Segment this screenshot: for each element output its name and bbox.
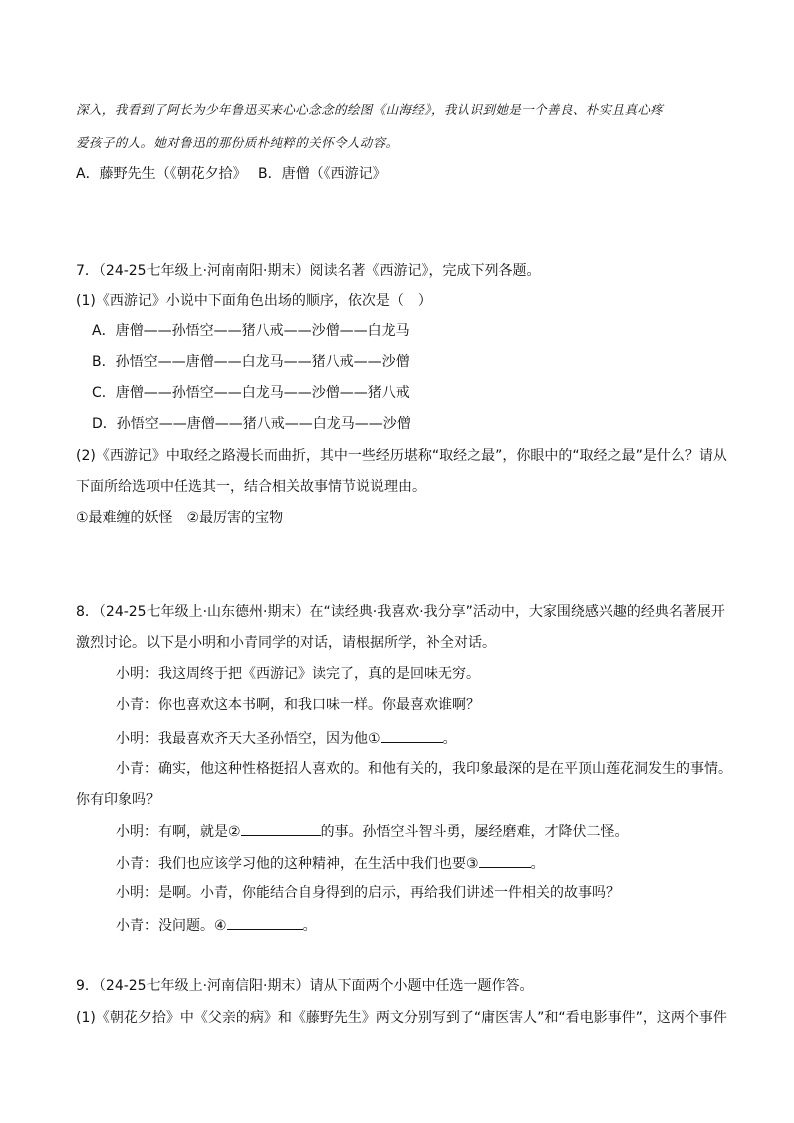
q7-choice-d: D．孙悟空——唐僧——猪八戒——白龙马——沙僧 [92,416,411,432]
dialogue-line-4-cont: 你有印象吗？ [76,792,160,808]
q7-choice-c: C．唐僧——孙悟空——白龙马——沙僧——猪八戒 [92,385,410,401]
dialogue-line-4: 小青：确实，他这种性格挺招人喜欢的。和他有关的，我印象最深的是在平顶山莲花洞发生的事情。 [116,761,732,777]
dialogue-line-6 [116,852,545,874]
dialogue-line-1: 小明：我这周终于把《西游记》读完了，真的是回味无穷。 [116,666,480,682]
q9-sub1: (1)《朝花夕拾》中《父亲的病》和《藤野先生》两文分别写到了“庸医害人”和“看电影事件”，这两个事件 [76,1010,727,1026]
q9-stem: 9．（24-25七年级上·河南信阳·期末）请从下面两个小题中任选一题作答。 [76,978,534,994]
dialogue-line-7: 小明：是啊。小青，你能结合自身得到的启示，再给我们讲述一件相关的故事吗？ [116,885,620,901]
q8-stem-line-2: 激烈讨论。以下是小明和小青同学的对话，请根据所学，补全对话。 [76,635,496,651]
q7-sub2-options: ①最难缠的妖怪 ②最厉害的宝物 [76,510,284,526]
answer-blank-1[interactable] [381,727,443,743]
dialogue-line-5 [116,820,629,842]
q7-choice-b: B．孙悟空——唐僧——白龙马——猪八戒——沙僧 [92,354,410,370]
passage-line-1: 深入，我看到了阿长为少年鲁迅买来心心念念的绘图《山海经》，我认识到她是一个善良、朴实且真心疼 [76,102,664,117]
answer-options: A．藤野先生（《朝花夕拾》 B．唐僧（《西游记》 [76,166,387,182]
dialogue-line-3-text: 小明：我最喜欢齐天大圣孙悟空，因为他① [116,731,381,747]
q7-sub2-line-1: (2)《西游记》中取经之路漫长而曲折，其中一些经历堪称“取经之最”，你眼中的“取经之最”是什么？请从 [76,448,727,464]
dialogue-line-8-end: 。 [302,918,317,934]
dialogue-line-3 [116,727,457,749]
q7-sub2-line-2: 下面所给选项中任选其一，结合相关故事情节说说理由。 [76,479,426,495]
dialogue-line-8-text: 小青：没问题。④ [116,918,227,934]
dialogue-line-8 [116,914,317,936]
q7-sub1: (1)《西游记》小说中下面角色出场的顺序，依次是（ ） [76,293,432,309]
dialogue-line-3-end: 。 [442,731,457,747]
q7-stem: 7．（24-25七年级上·河南南阳·期末）阅读名著《西游记》，完成下列各题。 [76,263,541,279]
dialogue-line-6-end: 。 [530,856,545,872]
answer-blank-4[interactable] [227,914,303,930]
passage-line-2: 爱孩子的人。她对鲁迅的那份质朴纯粹的关怀令人动容。 [76,135,399,150]
q7-choice-a: A．唐僧——孙悟空——猪八戒——沙僧——白龙马 [92,323,410,339]
answer-blank-2[interactable] [241,820,321,836]
q8-stem-line-1: 8．（24-25七年级上·山东德州·期末）在“读经典·我喜欢·我分享”活动中，大家围绕感兴趣的经典名著展开 [76,604,725,620]
dialogue-line-2: 小青：你也喜欢这本书啊，和我口味一样。你最喜欢谁啊？ [116,697,480,713]
answer-blank-3[interactable] [479,852,531,868]
dialogue-line-5-text: 小明：有啊，就是② [116,824,241,840]
dialogue-line-5-end: 的事。孙悟空斗智斗勇，屡经磨难，才降伏二怪。 [320,824,629,840]
dialogue-line-6-text: 小青：我们也应该学习他的这种精神，在生活中我们也要③ [116,856,479,872]
